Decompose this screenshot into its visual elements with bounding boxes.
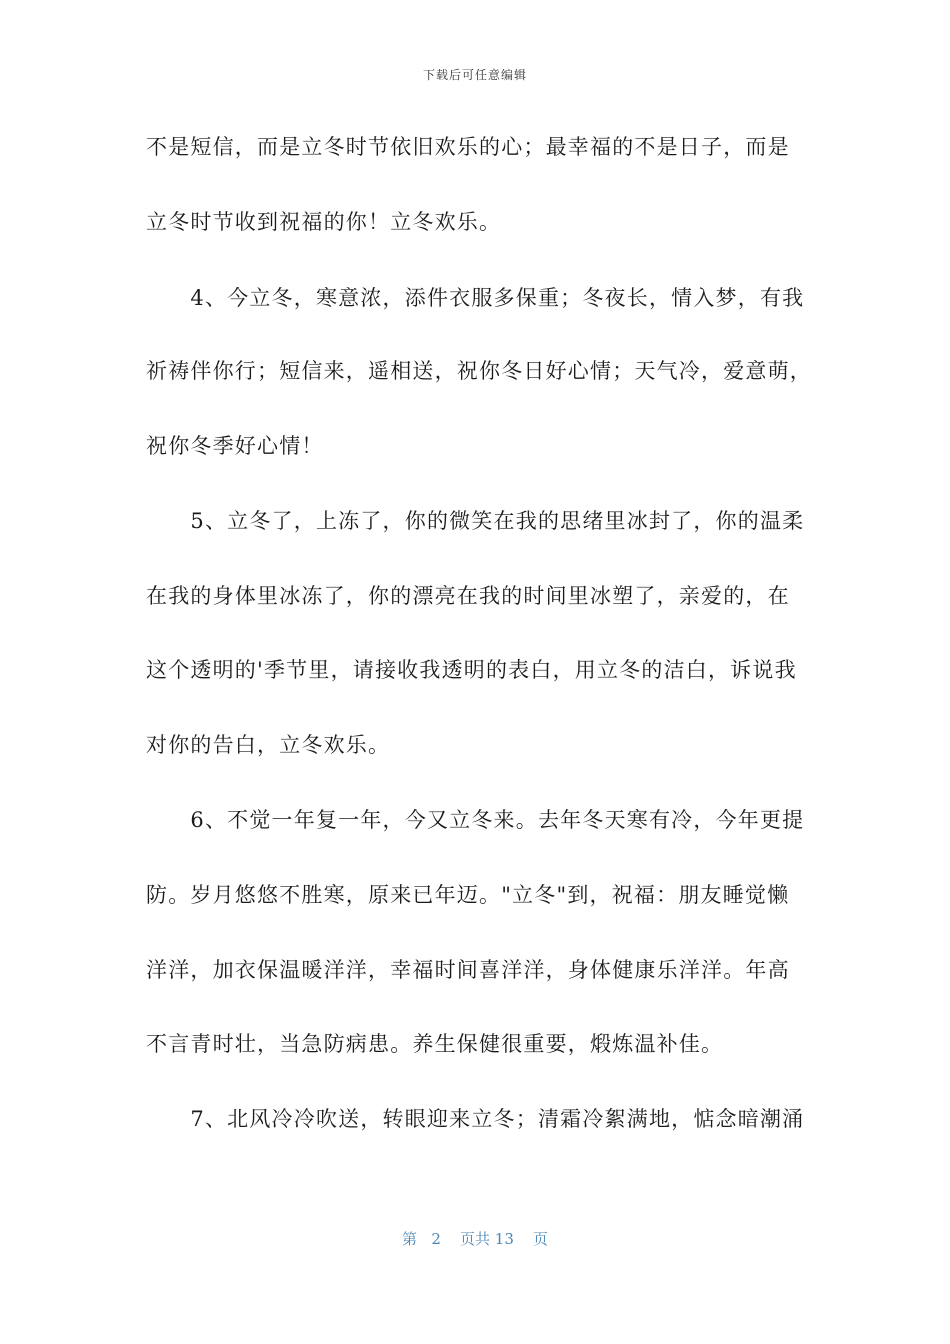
body-line: 6、不觉一年复一年，今又立冬来。去年冬天寒有冷，今年更提 <box>146 808 805 832</box>
footer-label-page: 第 <box>402 1230 418 1248</box>
page-header: 下载后可任意编辑 <box>422 68 527 82</box>
body-line: 祝你冬季好心情！ <box>146 434 324 458</box>
footer-total-pages: 13 <box>494 1230 514 1248</box>
footer-label-total: 页共 <box>459 1230 490 1248</box>
body-line: 对你的告白，立冬欢乐。 <box>146 733 391 757</box>
page-footer <box>0 1228 950 1249</box>
body-line: 不言青时壮，当急防病患。养生保健很重要，煅炼温补佳。 <box>146 1032 724 1056</box>
body-line: 立冬时节收到祝福的你！立冬欢乐。 <box>146 210 502 234</box>
body-line: 在我的身体里冰冻了，你的漂亮在我的时间里冰塑了，亲爱的，在 <box>146 584 790 608</box>
body-line: 防。岁月悠悠不胜寒，原来已年迈。"立冬"到，祝福：朋友睡觉懒 <box>146 883 790 907</box>
body-line: 5、立冬了，上冻了，你的微笑在我的思绪里冰封了，你的温柔 <box>146 509 805 533</box>
footer-label-end: 页 <box>532 1230 548 1248</box>
body-line: 7、北风冷冷吹送，转眼迎来立冬；清霜冷絮满地，惦念暗潮涌 <box>146 1107 805 1131</box>
body-line: 4、今立冬，寒意浓，添件衣服多保重；冬夜长，情入梦，有我 <box>146 286 805 310</box>
footer-current-page: 2 <box>431 1230 441 1248</box>
body-line: 这个透明的'季节里，请接收我透明的表白，用立冬的洁白，诉说我 <box>146 658 797 682</box>
body-line: 不是短信，而是立冬时节依旧欢乐的心；最幸福的不是日子，而是 <box>146 135 790 159</box>
body-line: 祈祷伴你行；短信来，遥相送，祝你冬日好心情；天气冷，爱意萌， <box>146 359 812 383</box>
body-line: 洋洋，加衣保温暖洋洋，幸福时间喜洋洋，身体健康乐洋洋。年高 <box>146 958 790 982</box>
